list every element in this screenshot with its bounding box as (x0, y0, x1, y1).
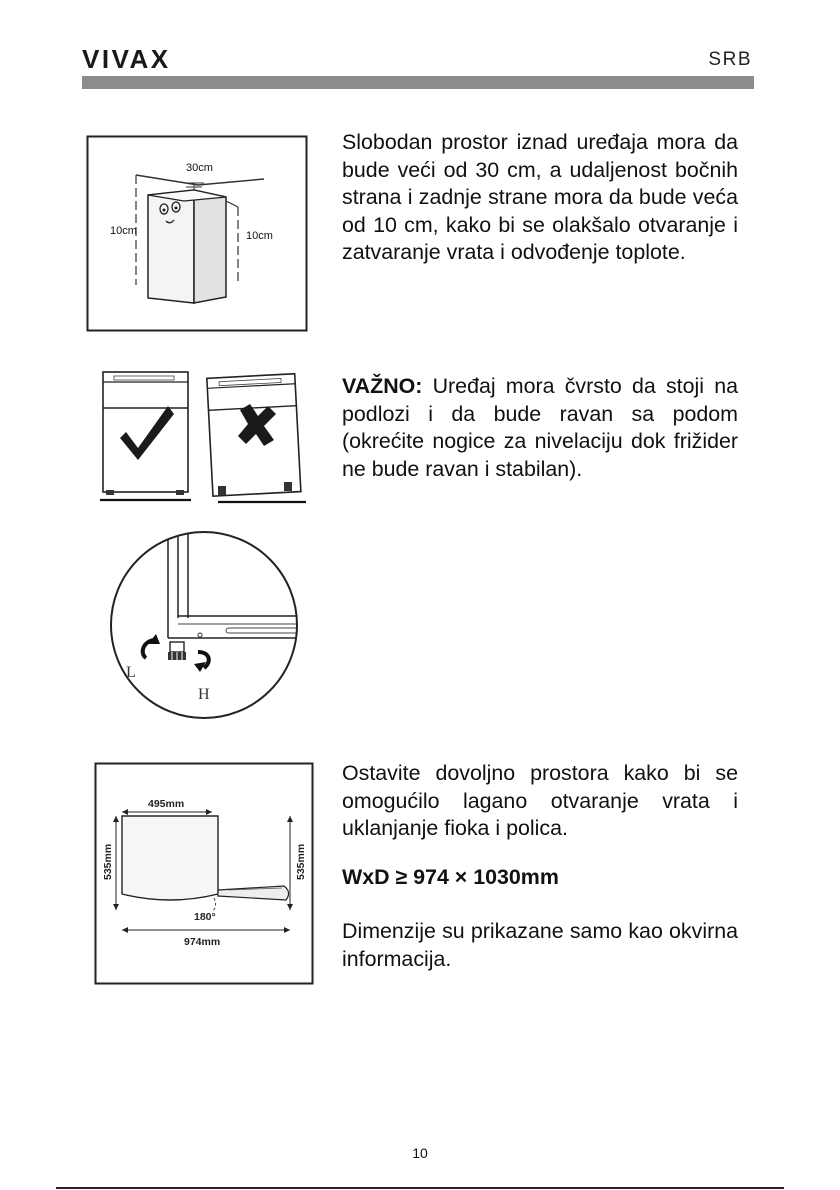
clearance-paragraph: Slobodan prostor iznad uređaja mora da bude veći od 30 cm, a udaljenost bočnih strana i zadnje strane mora da bude veća od 10 cm, kako bi se olakšalo otvaranje i zatvaranje vrata i odvođenje toplote. (342, 130, 738, 264)
language-code: SRB (708, 49, 752, 70)
clearance-illustration (86, 135, 308, 332)
space-text (342, 760, 738, 973)
important-text (342, 373, 738, 483)
brand-logo: VIVAX (82, 44, 171, 74)
high-label: H (198, 686, 210, 703)
level-illustration (98, 368, 308, 506)
total-width-label: 974mm (184, 936, 221, 948)
dimension-note: Dimenzije su prikazane samo kao okvirna informacija. (342, 919, 738, 971)
footer-rule (56, 1187, 784, 1189)
gap-top-label: 30cm (186, 162, 213, 174)
leveling-foot-detail (106, 528, 306, 724)
space-paragraph: Ostavite dovoljno prostora kako bi se omogućilo lagano otvaranje vrata i uklanjanje fioka i polica. (342, 761, 738, 840)
clearance-text (342, 129, 738, 267)
dimensions-diagram (94, 762, 314, 985)
angle-label: 180° (194, 911, 216, 923)
page-number: 10 (412, 1145, 428, 1161)
low-label: L (126, 664, 136, 681)
gap-right-label: 10cm (246, 230, 273, 242)
important-paragraph: Uređaj mora čvrsto da stoji na podlozi i da bude ravan sa podom (okrećite nogice za nivelaciju dok frižider ne bude ravan i stabilan). (342, 374, 738, 481)
gap-left-label: 10cm (110, 225, 137, 237)
dimension-formula: WxD ≥ 974 × 1030mm (342, 864, 559, 889)
width-label: 495mm (148, 798, 185, 810)
depth-left-label: 535mm (102, 843, 114, 880)
depth-right-label: 535mm (295, 843, 307, 880)
header-bar (82, 76, 754, 89)
important-label: VAŽNO: (342, 374, 423, 398)
